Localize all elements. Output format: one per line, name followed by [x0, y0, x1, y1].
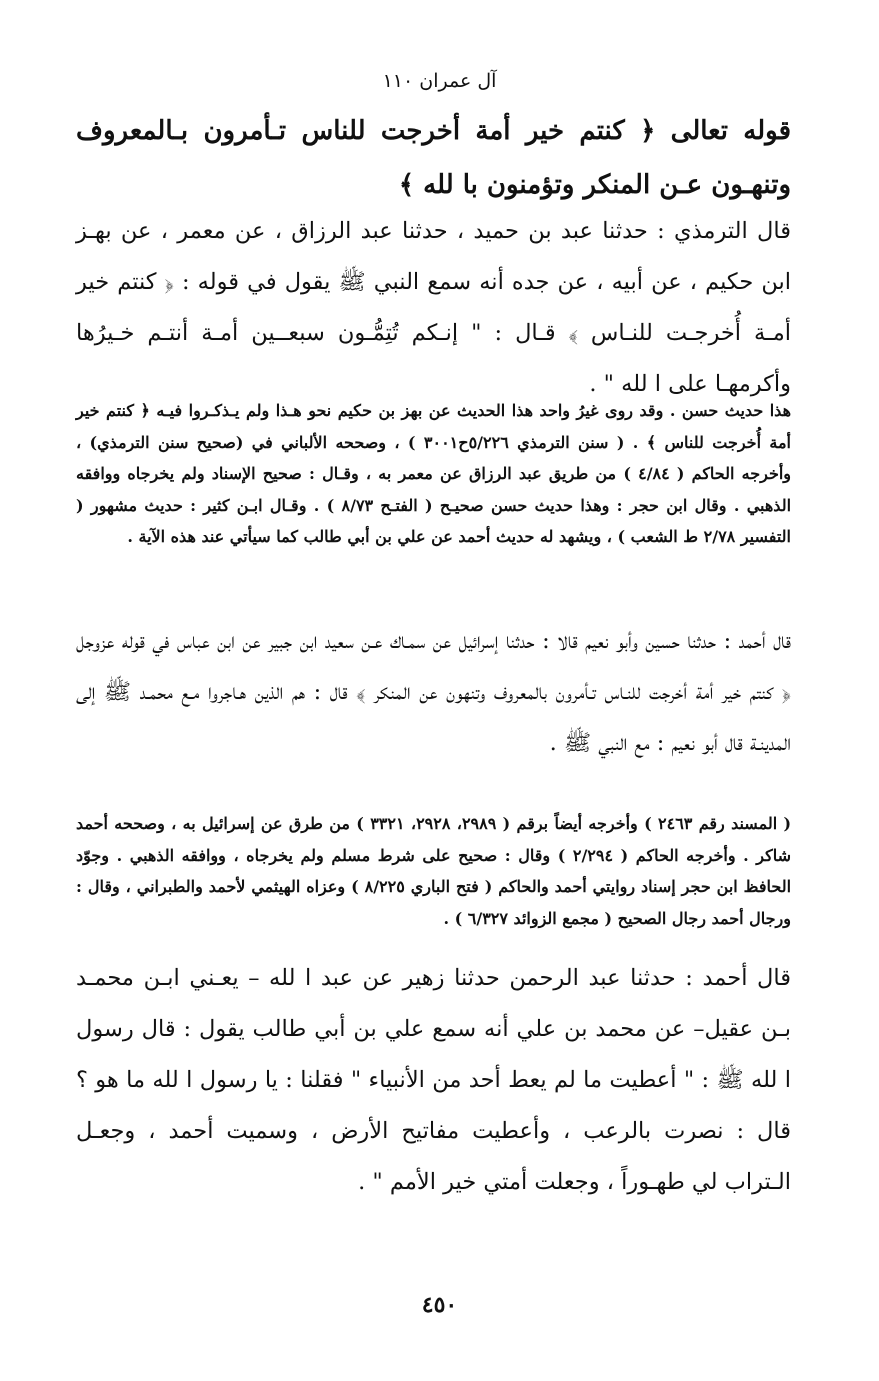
section-heading: قوله تعالى ﴿ كنتم خير أمة أخرجت للناس تـأمرون بـالمعروف وتنهـون عـن المنكر وتؤمنون با لله ﴾ [76, 116, 791, 200]
footnote-paragraph-2: ( المسند رقم ٢٤٦٣ ) وأخرجه أيضاً برقم ( ٢٩٨٩، ٢٩٢٨، ٣٣٢١ ) من طرق عن إسرائيل به ، وصححه أحمد شاكر . وأخرجه الحاكم ( ٢/٢٩٤ ) وقال : صحيح على شرط مسلم ولم يخرجاه ، ووافقه الذهبي . وجوّد الحافظ ابن حجر إسناد روايتي أحمد والحاكم ( فتح الباري ٨/٢٢٥ ) وعزاه الهيثمي لأحمد والطبراني ، وقال : ورجال أحمد رجال الصحيح ( مجمع الزوائد ٦/٣٢٧ ) . [76, 814, 792, 928]
hadith-paragraph-2: قال أحمد : حدثنا حسين وأبو نعيم قالا : حدثنا إسرائيل عن سمـاك عـن سعيد ابن جبير عن ابن عباس في قوله عزوجل ﴿ كنتم خير أمة أخرجت للنـاس تـأمرون بالمعروف وتنهون عن المنكر ﴾ قال : هم الذين هـاجروا مـع محمـد ﷺ إلى المدينـة قال أبو نعيم : مع النبي ﷺ . [76, 628, 791, 756]
footnote-paragraph-1: هذا حديث حسن . وقد روى غيرُ واحد هذا الحديث عن بهز بن حكيم نحو هـذا ولم يـذكـروا فيـه ﴿ كنتم خير أمة أُخرجت للناس ﴾ . ( سنن الترمذي ٥/٢٢٦ح٣٠٠١ ) ، وصححه الألباني في (صحيح سنن الترمذي) ، وأخرجه الحاكم ( ٤/٨٤ ) من طريق عبد الرزاق عن معمر به ، وقـال : صحيح الإسناد ولم يخرجاه ووافقه الذهبي . وقال ابن حجر : وهذا حديث حسن صحيـح ( الفتـح ٨/٧٣ ) . وقـال ابـن كثير : حديث مشهور ( التفسير ٢/٧٨ ط الشعب ) ، ويشهد له حديث أحمد عن علي بن أبي طالب كما سيأتي عند هذه الآية . [76, 401, 792, 546]
page-number: ٤٥٠ [421, 1292, 458, 1318]
running-header: آل عمران ١١٠ [382, 70, 497, 92]
hadith-paragraph-3: قال أحمد : حدثنا عبد الرحمن حدثنا زهير عن عبد ا لله – يعـني ابـن محمـد بـن عقيل– عن محمد بن علي أنه سمع علي بن أبي طالب يقول : قال رسول ا لله ﷺ : " أعطيت ما لم يعط أحد من الأنبياء " فقلنا : يا رسول ا لله ما هو ؟ قال : نصرت بالرعب ، وأعطيت مفاتيح الأرض ، وسميت أحمد ، وجعـل الـتراب لي طهـوراً ، وجعلت أمتي خير الأمم " . [76, 965, 791, 1195]
hadith-paragraph-1: قال الترمذي : حدثنا عبد بن حميد ، حدثنا عبد الرزاق ، عن معمر ، عن بهـز ابن حكيم ، عن أبيه ، عن جده أنه سمع النبي ﷺ يقول في قوله : ﴿ كنتم خير أمـة أُخرجـت للنـاس ﴾ قـال : " إنـكم تُتِمُّـون سبعــين أمـة أنتـم خـيرُها وأكرمهـا على ا لله " . [76, 218, 791, 397]
